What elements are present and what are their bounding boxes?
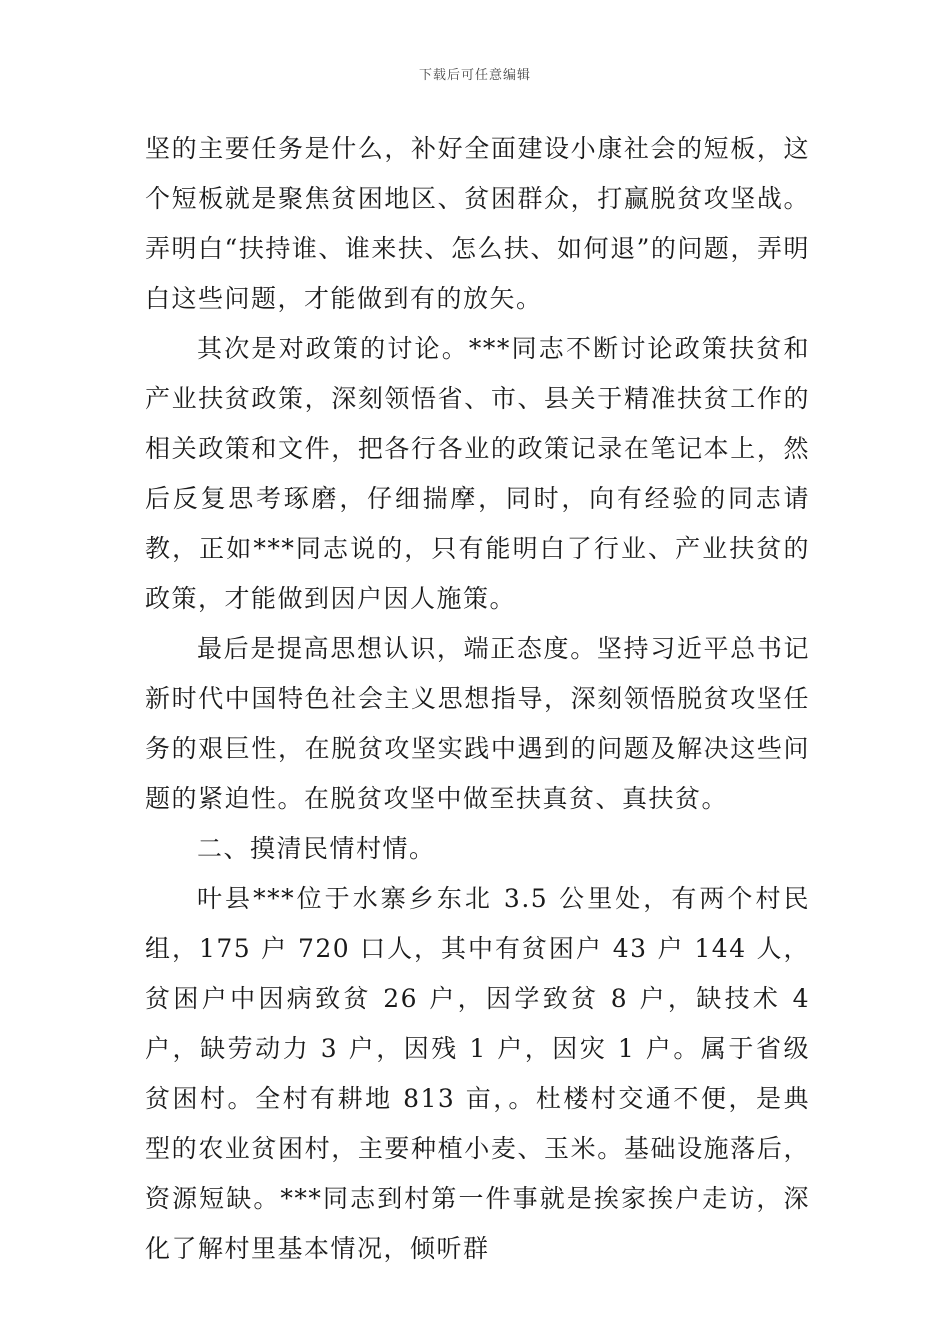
- paragraph-policy-study: 其次是对政策的讨论。***同志不断讨论政策扶贫和产业扶贫政策，深刻领悟省、市、县关于精准扶贫工作的相关政策和文件，把各行各业的政策记录在笔记本上，然后反复思考琢磨，仔细揣摩，同时，向有经验的同志请教，正如***同志说的，只有能明白了行业、产业扶贫的政策，才能做到因户因人施策。: [145, 334, 810, 613]
- paragraph-village-info: 叶县***位于水寨乡东北 3.5 公里处，有两个村民组，175 户 720 口人，其中有贫困户 43 户 144 人，贫困户中因病致贫 26 户，因学致贫 8 户，缺技术 4 户，缺劳动力 3 户，因残 1 户，因灾 1 户。属于省级贫困村。全村有耕地 813 亩，。杜楼村交通不便，是典型的农业贫困村，主要种植小麦、玉米。基础设施落后，资源短缺。***同志到村第一件事就是挨家挨户走访，深化了解村里基本情况，倾听群: [145, 884, 810, 1263]
- paragraph-attitude: 最后是提高思想认识，端正态度。坚持习近平总书记新时代中国特色社会主义思想指导，深刻领悟脱贫攻坚任务的艰巨性，在脱贫攻坚实践中遇到的问题及解决这些问题的紧迫性。在脱贫攻坚中做至扶真贫、真扶贫。: [145, 634, 810, 813]
- page-header-note: 下载后可任意编辑: [418, 68, 531, 83]
- paragraph-continued: 坚的主要任务是什么，补好全面建设小康社会的短板，这个短板就是聚焦贫困地区、贫困群众，打赢脱贫攻坚战。弄明白“扶持谁、谁来扶、怎么扶、如何退”的问题，弄明白这些问题，才能做到有的放矢。: [145, 134, 810, 313]
- document-body: [145, 124, 810, 1274]
- section-heading: 二、摸清民情村情。: [197, 834, 436, 863]
